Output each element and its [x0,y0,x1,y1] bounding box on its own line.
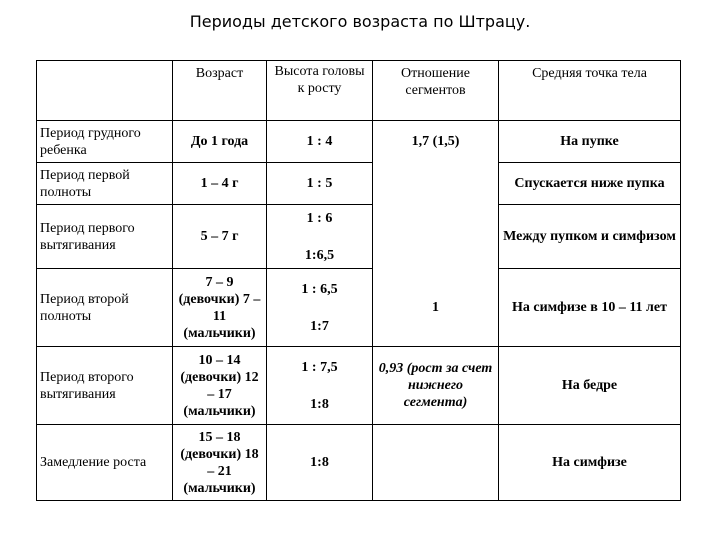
row-head-ratio-lower: 1:8 [310,396,329,412]
row-segments: 1 [373,269,499,347]
header-midpoint: Средняя точка тела [499,61,681,121]
row-age: 1 – 4 г [173,163,267,205]
row-midpoint: На симфизе [499,425,681,501]
row-period: Период второй полноты [37,269,173,347]
row-period: Замедление роста [37,425,173,501]
row-midpoint: На симфизе в 10 – 11 лет [499,269,681,347]
row-head-ratio-cell [267,205,373,269]
row-head-ratio-upper: 1 : 7,5 [301,359,338,375]
row-midpoint: Спускается ниже пупка [499,163,681,205]
row-head-ratio-lower: 1:6,5 [304,247,335,263]
row-head-ratio: 1 : 4 [267,121,373,163]
age-periods-table [36,60,681,501]
row-segments-empty [373,163,499,205]
header-age: Возраст [173,61,267,121]
row-head-ratio: 1 : 5 [267,163,373,205]
row-age: 10 – 14 (девочки) 12 – 17 (мальчики) [173,347,267,425]
header-empty-cell [37,61,173,121]
row-head-ratio-upper: 1 : 6 [306,210,333,226]
row-head-ratio-cell [267,269,373,347]
row-age: 7 – 9 (девочки) 7 – 11 (мальчики) [173,269,267,347]
row-head-ratio-lower: 1:7 [310,318,329,334]
row-segments-empty [373,425,499,501]
row-age: 15 – 18 (девочки) 18 – 21 (мальчики) [173,425,267,501]
row-midpoint: На пупке [499,121,681,163]
row-period: Период второго вытягивания [37,347,173,425]
row-segments: 1,7 (1,5) [373,121,499,163]
header-head-height: Высота головы к росту [267,61,373,121]
row-head-ratio-upper: 1 : 6,5 [301,281,338,297]
header-segments: Отношение сегментов [373,61,499,121]
row-head-ratio-cell [267,347,373,425]
row-midpoint: Между пупком и симфизом [499,205,681,269]
row-age: До 1 года [173,121,267,163]
page-title: Периоды детского возраста по Штрацу. [189,12,531,31]
row-head-ratio: 1:8 [267,425,373,501]
row-period: Период грудного ребенка [37,121,173,163]
row-midpoint: На бедре [499,347,681,425]
row-period: Период первого вытягивания [37,205,173,269]
row-age: 5 – 7 г [173,205,267,269]
row-segments-empty [373,205,499,269]
row-segments: 0,93 (рост за счет нижнего сегмента) [373,347,499,425]
row-period: Период первой полноты [37,163,173,205]
